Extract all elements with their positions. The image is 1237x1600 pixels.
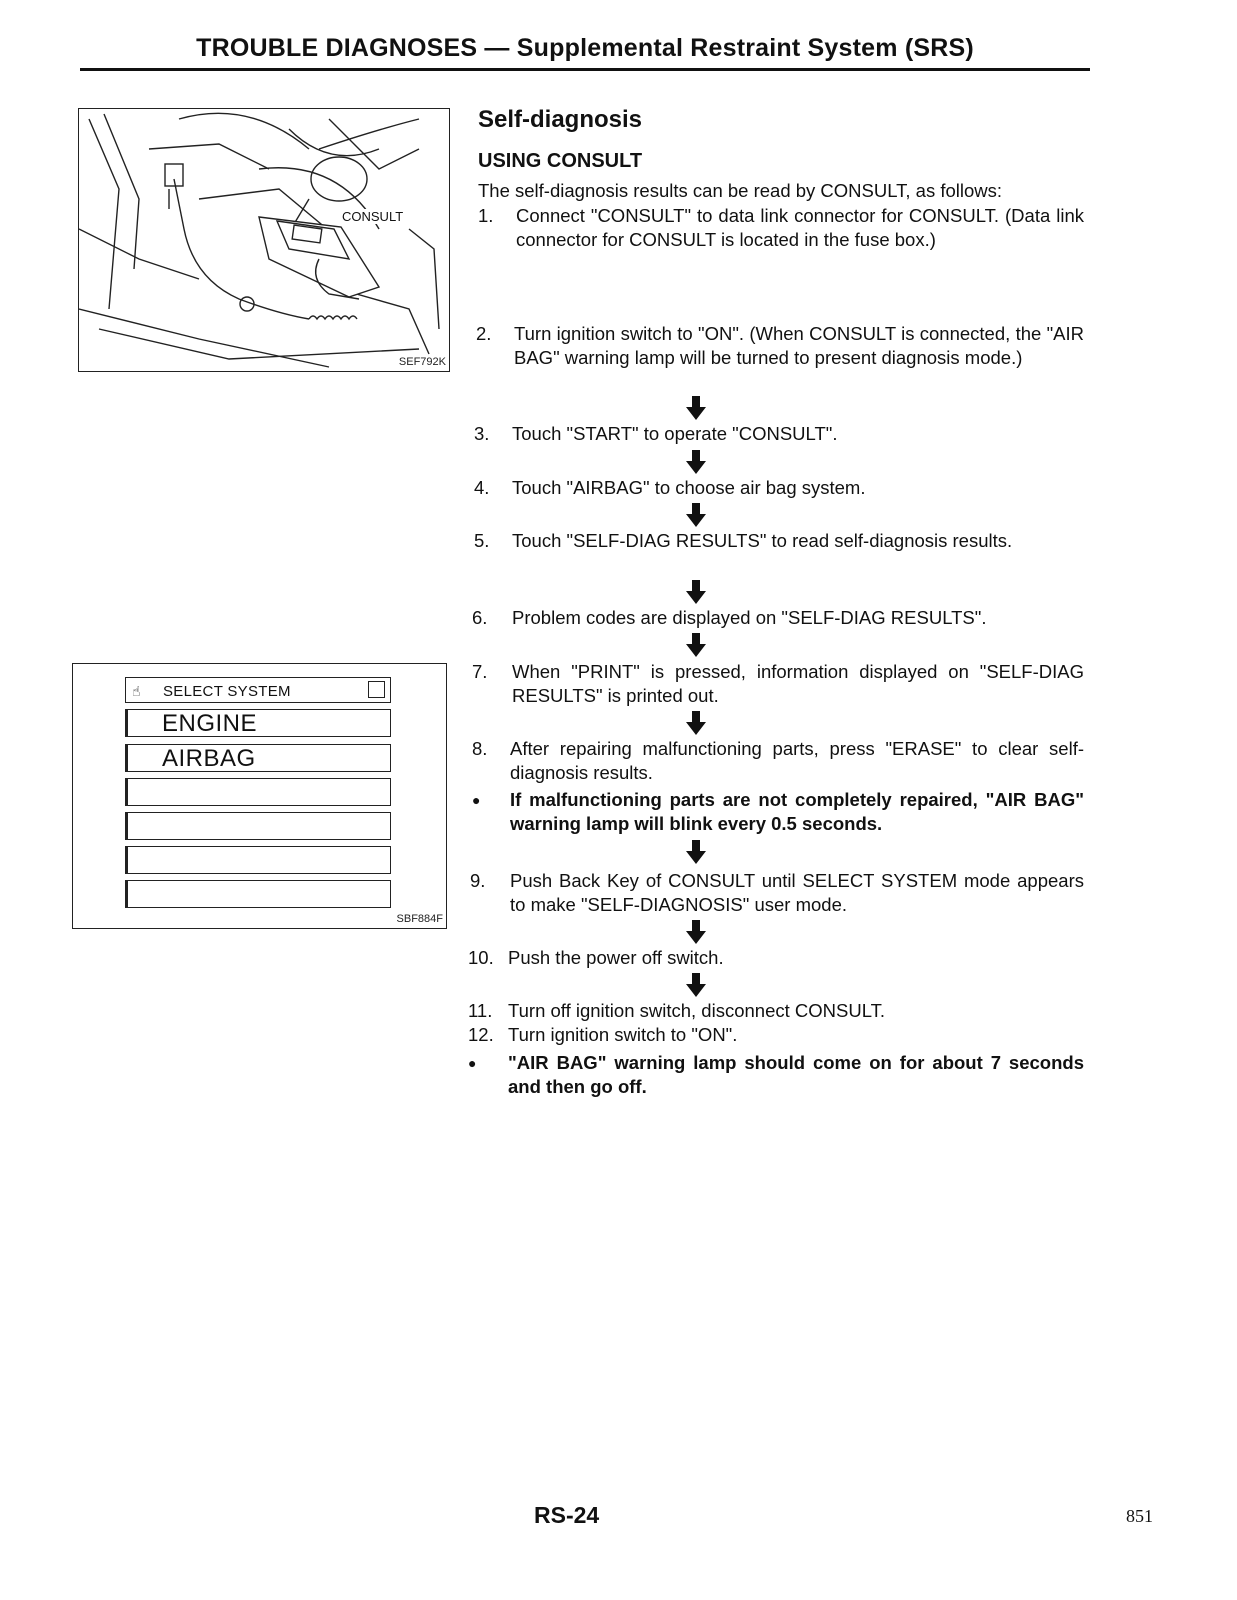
bullet-icon: ● [468, 1055, 477, 1071]
figure-consult-connection [78, 108, 450, 372]
step-number: 7. [472, 661, 488, 682]
step-text: Turn off ignition switch, disconnect CONSULT. [508, 1000, 886, 1021]
system-row-empty-3 [125, 846, 391, 874]
note-text: If malfunctioning parts are not completely repaired, "AIR BAG" warning lamp will blink every 0.5 seconds. [510, 789, 1084, 834]
step-text: Push Back Key of CONSULT until SELECT SYSTEM mode appears to make "SELF-DIAGNOSIS" user mode. [510, 870, 1084, 915]
select-system-header [125, 677, 391, 703]
step-text: Turn ignition switch to "ON". (When CONSULT is connected, the "AIR BAG" warning lamp will be turned to present diagnosis mode.) [514, 323, 1084, 368]
figure-select-system-screen [72, 663, 447, 929]
note-text: "AIR BAG" warning lamp should come on for about 7 seconds and then go off. [508, 1052, 1084, 1097]
step-number: 6. [472, 607, 488, 628]
step-number: 10. [468, 947, 494, 968]
section-title: Self-diagnosis [478, 106, 643, 133]
figure2-code: SBF884F [396, 913, 443, 925]
intro-paragraph: The self-diagnosis results can be read by CONSULT, as follows: [478, 180, 1003, 201]
step-number: 5. [474, 530, 490, 551]
system-row-empty-4 [125, 880, 391, 908]
down-arrow-icon [686, 711, 706, 735]
down-arrow-icon [686, 396, 706, 420]
consult-connection-illustration [79, 109, 448, 370]
down-arrow-icon [686, 633, 706, 657]
down-arrow-icon [686, 973, 706, 997]
step-text: Touch "SELF-DIAG RESULTS" to read self-diagnosis results. [512, 530, 1013, 551]
header-rule [80, 68, 1090, 71]
step-number: 8. [472, 738, 488, 759]
step-number: 4. [474, 477, 490, 498]
down-arrow-icon [686, 580, 706, 604]
step-number: 9. [470, 870, 486, 891]
step-text: Connect "CONSULT" to data link connector for CONSULT. (Data link connector for CONSULT is located in the fuse box.) [516, 205, 1084, 250]
step-text: After repairing malfunctioning parts, press "ERASE" to clear self-diagnosis results. [510, 738, 1084, 783]
system-row-empty-2 [125, 812, 391, 840]
page-label: RS-24 [534, 1502, 600, 1528]
step-text: Touch "AIRBAG" to choose air bag system. [512, 477, 866, 498]
step-number: 12. [468, 1024, 494, 1045]
step-text: Problem codes are displayed on "SELF-DIAG RESULTS". [512, 607, 987, 628]
step-text: Turn ignition switch to "ON". [508, 1024, 738, 1045]
hand-pointer-icon: ☝ [132, 683, 141, 699]
down-arrow-icon [686, 920, 706, 944]
step-number: 2. [476, 323, 492, 344]
system-row-airbag: AIRBAG [125, 744, 391, 772]
step-text: Touch "START" to operate "CONSULT". [512, 423, 838, 444]
step-number: 3. [474, 423, 490, 444]
system-row-engine: ENGINE [125, 709, 391, 737]
down-arrow-icon [686, 503, 706, 527]
step-text: When "PRINT" is pressed, information displayed on "SELF-DIAG RESULTS" is printed out. [512, 661, 1084, 706]
page-number: 851 [1126, 1506, 1153, 1526]
figure1-code: SEF792K [398, 356, 446, 368]
system-row-empty-1 [125, 778, 391, 806]
page-header-title: TROUBLE DIAGNOSES — Supplemental Restraint System (SRS) [196, 34, 974, 62]
step-text: Push the power off switch. [508, 947, 724, 968]
step-number: 1. [478, 205, 494, 226]
down-arrow-icon [686, 450, 706, 474]
down-arrow-icon [686, 840, 706, 864]
checkbox-icon [368, 681, 385, 698]
select-system-label: SELECT SYSTEM [163, 683, 291, 700]
bullet-icon: ● [472, 792, 481, 808]
consult-callout-label: CONSULT [342, 209, 404, 224]
step-number: 11. [468, 1000, 493, 1021]
section-subtitle: USING CONSULT [478, 150, 643, 172]
